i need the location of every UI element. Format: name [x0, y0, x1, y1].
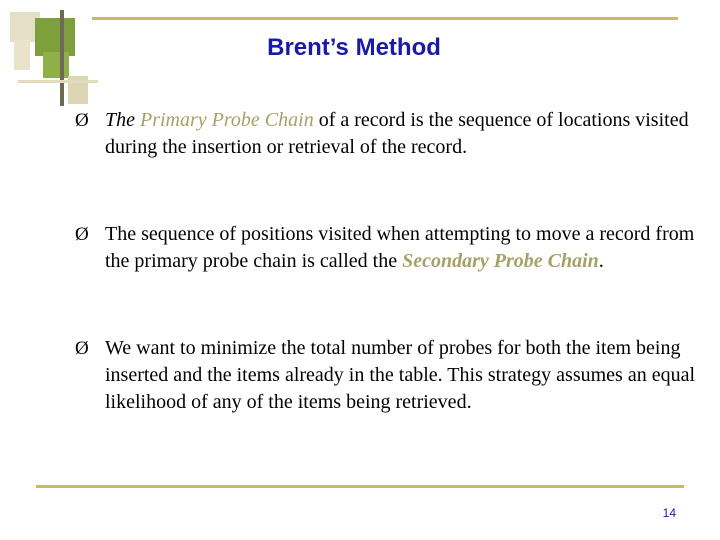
bullet-arrow-icon: Ø — [75, 224, 89, 245]
bullet-text-prefix: The — [105, 109, 140, 131]
bullet-text-prefix: The sequence of positions visited when attempting to move a record from the primary probe chain is called the — [105, 223, 695, 272]
page-number: 14 — [662, 506, 676, 520]
bullet-minimize-probes — [75, 335, 695, 416]
bullet-arrow-icon: Ø — [75, 110, 89, 131]
bullet-secondary-probe-chain — [75, 221, 695, 275]
slide-title-text: Brent’s Method — [267, 34, 441, 61]
top-rule — [92, 17, 678, 20]
bullet-arrow-icon: Ø — [75, 338, 89, 359]
bullet-text — [105, 221, 695, 275]
bullet-text-suffix: . — [598, 250, 604, 272]
term-secondary-probe-chain: Secondary Probe Chain — [402, 250, 599, 272]
bottom-rule — [36, 485, 684, 488]
bullet-text: We want to minimize the total number of probes for both the item being inserted and the items already in the table. This strategy assumes an equal likelihood of any of the items being retrieved. — [105, 337, 696, 413]
bullet-text — [105, 107, 695, 161]
term-primary-probe-chain: Primary Probe Chain — [140, 109, 314, 131]
deco-horizontal-line — [18, 80, 98, 83]
bullet-text-suffix: of a record is the sequence of locations visited during the insertion or retrieval of the record. — [105, 109, 689, 158]
bullet-primary-probe-chain — [75, 107, 695, 161]
slide-title — [0, 34, 720, 62]
